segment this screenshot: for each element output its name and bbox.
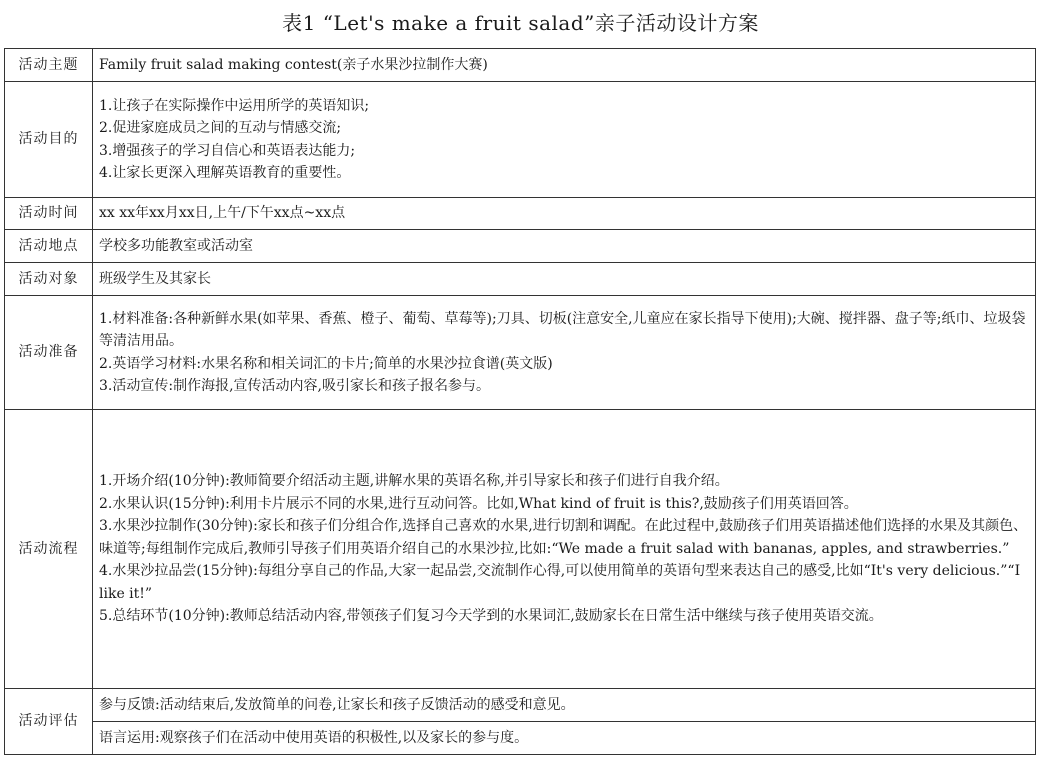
content-goals [93,82,1036,198]
process-step: 4.水果沙拉品尝(15分钟):每组分享自己的作品,大家一起品尝,交流制作心得,可以使用简单的英语句型来表达自己的感受,比如“It's very delicious.”“I like it!” [99,563,1021,602]
prep-item: 1.材料准备:各种新鲜水果(如苹果、香蕉、橙子、葡萄、草莓等);刀具、切板(注意安全,儿童应在家长指导下使用);大碗、搅拌器、盘子等;纸巾、垃圾袋等清洁用品。 [99,310,1026,349]
label-time: 活动时间 [5,198,93,230]
evaluation-language: 语言运用:观察孩子们在活动中使用英语的积极性,以及家长的参与度。 [93,722,1036,755]
row-place [5,230,1036,263]
row-evaluation-1 [5,689,1036,722]
label-process: 活动流程 [5,410,93,689]
content-prep [93,296,1036,410]
process-step: 1.开场介绍(10分钟):教师简要介绍活动主题,讲解水果的英语名称,并引导家长和孩子们进行自我介绍。 [99,473,729,490]
row-goals [5,82,1036,198]
content-process [93,410,1036,689]
row-prep [5,296,1036,410]
content-place: 学校多功能教室或活动室 [93,230,1036,263]
content-time: xx xx年xx月xx日,上午/下午xx点~xx点 [93,198,1036,230]
label-evaluation: 活动评估 [5,689,93,755]
row-target [5,263,1036,296]
row-process [5,410,1036,689]
goal-item: 3.增强孩子的学习自信心和英语表达能力; [99,142,356,159]
label-theme: 活动主题 [5,49,93,82]
process-step: 5.总结环节(10分钟):教师总结活动内容,带领孩子们复习今天学到的水果词汇,鼓励家长在日常生活中继续与孩子使用英语交流。 [99,608,883,625]
row-evaluation-2 [5,722,1036,755]
row-time [5,198,1036,230]
label-target: 活动对象 [5,263,93,296]
content-theme: Family fruit salad making contest(亲子水果沙拉制作大赛) [93,49,1036,82]
label-goals: 活动目的 [5,82,93,198]
process-step: 2.水果认识(15分钟):利用卡片展示不同的水果,进行互动问答。比如,What kind of fruit is this?,鼓励孩子们用英语回答。 [99,495,858,512]
content-target: 班级学生及其家长 [93,263,1036,296]
goal-item: 4.让家长更深入理解英语教育的重要性。 [99,165,351,181]
process-step: 3.水果沙拉制作(30分钟):家长和孩子们分组合作,选择自己喜欢的水果,进行切割和调配。在此过程中,鼓励孩子们用英语描述他们选择的水果及其颜色、味道等;每组制作完成后,教师引导孩子们用英语介绍自己的水果沙拉,比如:“We made a fruit salad with bananas, apples, and strawberries.” [99,518,1028,557]
evaluation-feedback: 参与反馈:活动结束后,发放简单的问卷,让家长和孩子反馈活动的感受和意见。 [93,689,1036,722]
label-place: 活动地点 [5,230,93,263]
goal-item: 1.让孩子在实际操作中运用所学的英语知识; [99,97,370,114]
goal-item: 2.促进家庭成员之间的互动与情感交流; [99,120,342,136]
prep-item: 2.英语学习材料:水果名称和相关词汇的卡片;简单的水果沙拉食谱(英文版) [99,355,553,372]
activity-plan-table [4,48,1036,755]
table-title: 表1 “Let's make a fruit salad”亲子活动设计方案 [282,11,759,35]
row-theme [5,49,1036,82]
prep-item: 3.活动宣传:制作海报,宣传活动内容,吸引家长和孩子报名参与。 [99,378,490,394]
label-prep: 活动准备 [5,296,93,410]
